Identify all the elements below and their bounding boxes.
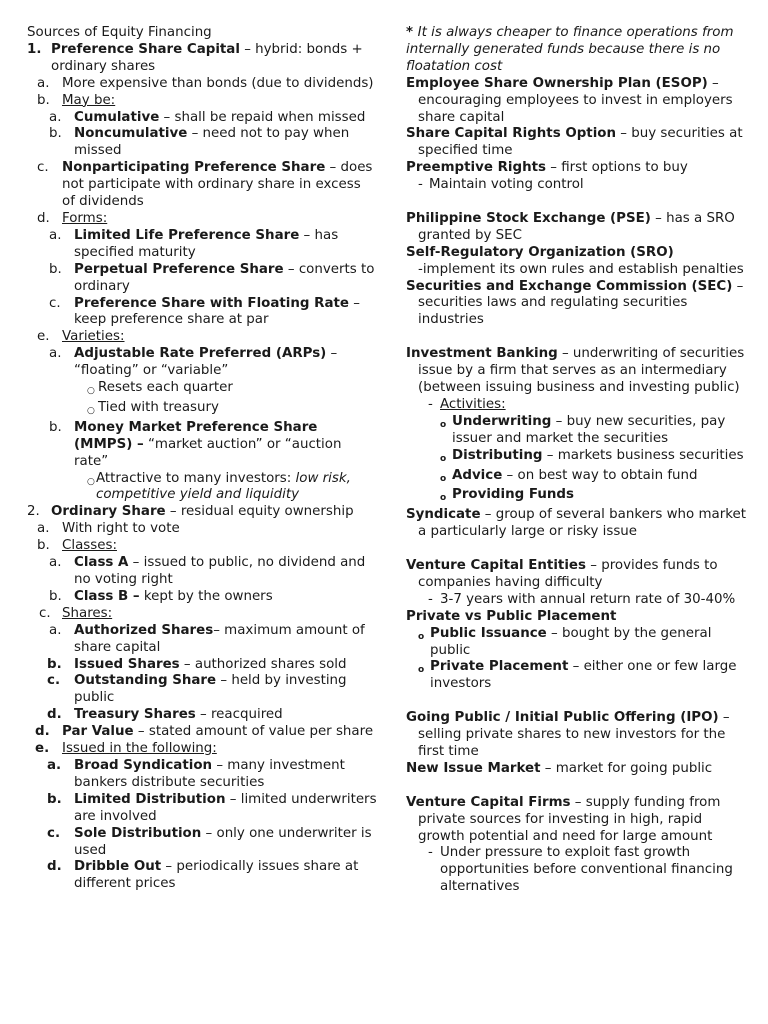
list-item: c. Shares:	[39, 605, 113, 621]
list-item: b. Noncumulative – need not to pay when missed	[49, 126, 350, 159]
list-item: b. May be:	[37, 92, 116, 108]
list-item: ○ Tied with treasury	[27, 400, 377, 420]
list-item: d. Par Value – stated amount of value per share	[35, 724, 374, 740]
list-item: b. Perpetual Preference Share – converts to ordinary	[49, 261, 375, 294]
bullet-icon: o	[418, 665, 425, 676]
bullet-icon: o	[418, 631, 425, 642]
right-column	[406, 25, 751, 896]
list-item: d. Forms:	[37, 210, 108, 226]
left-column	[27, 25, 377, 893]
list-item: c. Preference Share with Floating Rate – keep preference share at par	[49, 295, 360, 328]
list-item: b. Money Market Preference Share (MMPS) – “market auction” or “auction rate”	[49, 419, 342, 469]
term-sro: Self-Regulatory Organization (SRO)	[406, 244, 674, 260]
list-item: d. Treasury Shares – reacquired	[47, 707, 283, 723]
list-item: o Advice – on best way to obtain fund	[406, 468, 751, 488]
list-item: -implement its own rules and establish penalties	[418, 261, 744, 277]
list-item: e. Issued in the following:	[35, 741, 217, 757]
page-title: Sources of Equity Financing	[27, 25, 212, 40]
list-item: c. Nonparticipating Preference Share – does not participate with ordinary share in excess of dividends	[37, 160, 373, 210]
term-investment-banking: Investment Banking – underwriting of securities issue by a firm that serves as an intermediary (between issuing business and investing public)	[406, 346, 745, 395]
note: * It is always cheaper to finance operations from internally generated funds because there is no floatation cost	[406, 25, 734, 74]
list-item: e. Varieties:	[37, 329, 125, 345]
bullet-icon: o	[440, 493, 447, 504]
term-venture-capital-firms: Venture Capital Firms – supply funding from private sources for investing in high, rapid growth potential and need for large amount	[406, 794, 721, 844]
bullet-icon: o	[440, 453, 447, 464]
list-item: b. Limited Distribution – limited underwriters are involved	[47, 791, 377, 824]
list-item: c. Sole Distribution – only one underwriter is used	[47, 825, 372, 858]
list-item: b. Class B – kept by the owners	[49, 588, 273, 604]
list-item: a. Adjustable Rate Preferred (ARPs) – “floating” or “variable”	[49, 346, 338, 379]
term-preemptive-rights: Preemptive Rights – first options to buy	[406, 160, 688, 176]
section-preference-share: 1. Preference Share Capital – hybrid: bonds + ordinary shares	[27, 41, 363, 74]
list-item: a. Limited Life Preference Share – has specified maturity	[49, 227, 339, 260]
list-item: a. Authorized Shares– maximum amount of share capital	[49, 622, 365, 655]
list-item: a. Cumulative – shall be repaid when missed	[49, 109, 366, 125]
term-ipo: Going Public / Initial Public Offering (IPO) – selling private shares to new investors for the first time	[406, 710, 730, 759]
list-item: a. With right to vote	[37, 521, 180, 537]
bullet-icon: o	[440, 419, 447, 430]
term-share-capital-rights: Share Capital Rights Option – buy securities at specified time	[406, 126, 743, 159]
list-item: a. More expensive than bonds (due to dividends)	[37, 75, 374, 91]
list-item: c. Outstanding Share – held by investing public	[47, 673, 347, 706]
list-item: o Providing Funds	[406, 487, 751, 507]
list-item: ○ Attractive to many investors: low risk, competitive yield and liquidity	[87, 470, 351, 503]
ring-bullet-icon: ○	[87, 405, 95, 416]
list-item: a. Class A – issued to public, no dividend and no voting right	[49, 555, 366, 587]
ring-bullet-icon: ○	[87, 386, 95, 397]
term-esop: Employee Share Ownership Plan (ESOP) – encouraging employees to invest in employers share capital	[406, 75, 733, 125]
list-item: o Private Placement – either one or few large investors	[418, 659, 737, 692]
list-item: d. Dribble Out – periodically issues share at different prices	[47, 859, 359, 892]
list-item: - Maintain voting control	[418, 177, 584, 193]
list-item: - 3-7 years with annual return rate of 30-40%	[428, 591, 736, 607]
list-item: a. Broad Syndication – many investment bankers distribute securities	[47, 757, 345, 790]
list-item: b. Classes:	[37, 538, 117, 554]
section-ordinary-share: 2. Ordinary Share – residual equity ownership	[27, 504, 354, 520]
term-sec: Securities and Exchange Commission (SEC) – securities laws and regulating securities industries	[406, 278, 744, 328]
term-pse: Philippine Stock Exchange (PSE) – has a SRO granted by SEC	[406, 210, 735, 243]
list-item: o Distributing – markets business securities	[406, 448, 751, 468]
term-private-vs-public: Private vs Public Placement	[406, 608, 617, 624]
term-syndicate: Syndicate – group of several bankers who market a particularly large or risky issue	[406, 507, 746, 540]
list-item: - Activities:	[428, 396, 506, 412]
list-item: o Public Issuance – bought by the general public	[418, 625, 712, 658]
list-item: ○ Resets each quarter	[27, 380, 377, 400]
bullet-icon: o	[440, 473, 447, 484]
term-venture-capital-entities: Venture Capital Entities – provides funds to companies having difficulty	[406, 558, 718, 590]
list-item: b. Issued Shares – authorized shares sold	[47, 656, 347, 672]
term-new-issue-market: New Issue Market – market for going public	[406, 760, 713, 776]
list-item: - Under pressure to exploit fast growth opportunities before conventional financing alternatives	[428, 845, 733, 895]
ring-bullet-icon: ○	[87, 476, 95, 487]
list-item: o Underwriting – buy new securities, pay issuer and market the securities	[440, 413, 726, 446]
